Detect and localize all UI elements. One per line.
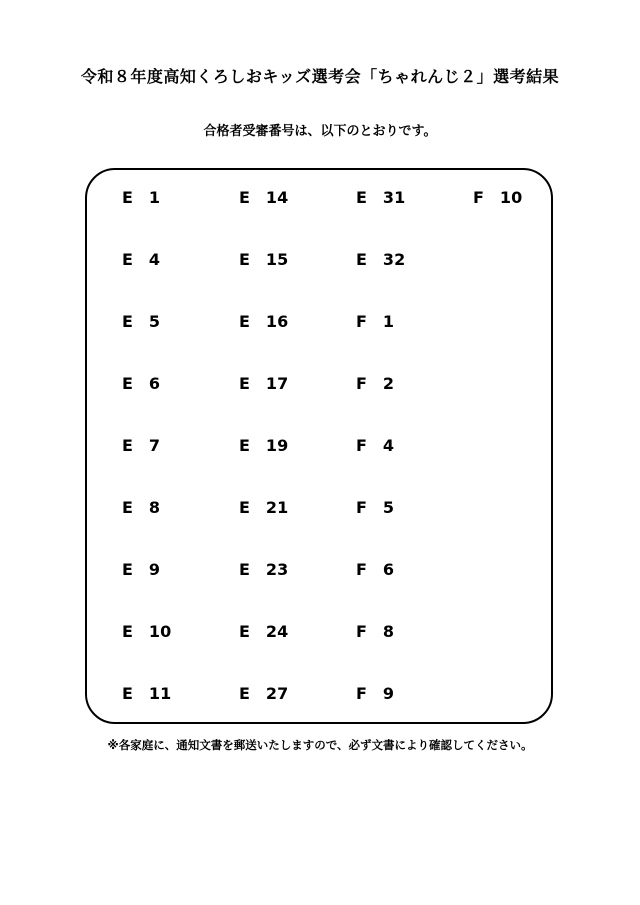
accepted-number: F 4	[356, 436, 395, 455]
page-subtitle: 合格者受審番号は、以下のとおりです。	[203, 124, 437, 139]
accepted-number: E 17	[239, 374, 289, 393]
accepted-number: E 10	[122, 622, 172, 641]
accepted-number: F 10	[473, 188, 523, 207]
accepted-number: E 11	[122, 684, 172, 703]
page-title: 令和８年度高知くろしおキッズ選考会「ちゃれんじ２」選考結果	[80, 67, 560, 86]
accepted-number: F 9	[356, 684, 395, 703]
accepted-number: E 31	[356, 188, 406, 207]
accepted-number: E 7	[122, 436, 161, 455]
accepted-number: E 4	[122, 250, 161, 269]
accepted-number: E 8	[122, 498, 161, 517]
accepted-number: F 8	[356, 622, 395, 641]
accepted-number: E 14	[239, 188, 289, 207]
accepted-number: E 15	[239, 250, 289, 269]
accepted-number: E 6	[122, 374, 161, 393]
accepted-number: E 21	[239, 498, 289, 517]
accepted-number: F 2	[356, 374, 395, 393]
accepted-number: E 16	[239, 312, 289, 331]
accepted-number: E 24	[239, 622, 289, 641]
accepted-number: E 1	[122, 188, 161, 207]
accepted-number: E 9	[122, 560, 161, 579]
accepted-number: F 1	[356, 312, 395, 331]
accepted-number: E 23	[239, 560, 289, 579]
footnote: ※各家庭に、通知文書を郵送いたしますので、必ず文書により確認してください。	[107, 738, 533, 752]
accepted-number: F 6	[356, 560, 395, 579]
accepted-number: E 32	[356, 250, 406, 269]
accepted-number: F 5	[356, 498, 395, 517]
accepted-number: E 19	[239, 436, 289, 455]
accepted-number: E 5	[122, 312, 161, 331]
accepted-number: E 27	[239, 684, 289, 703]
